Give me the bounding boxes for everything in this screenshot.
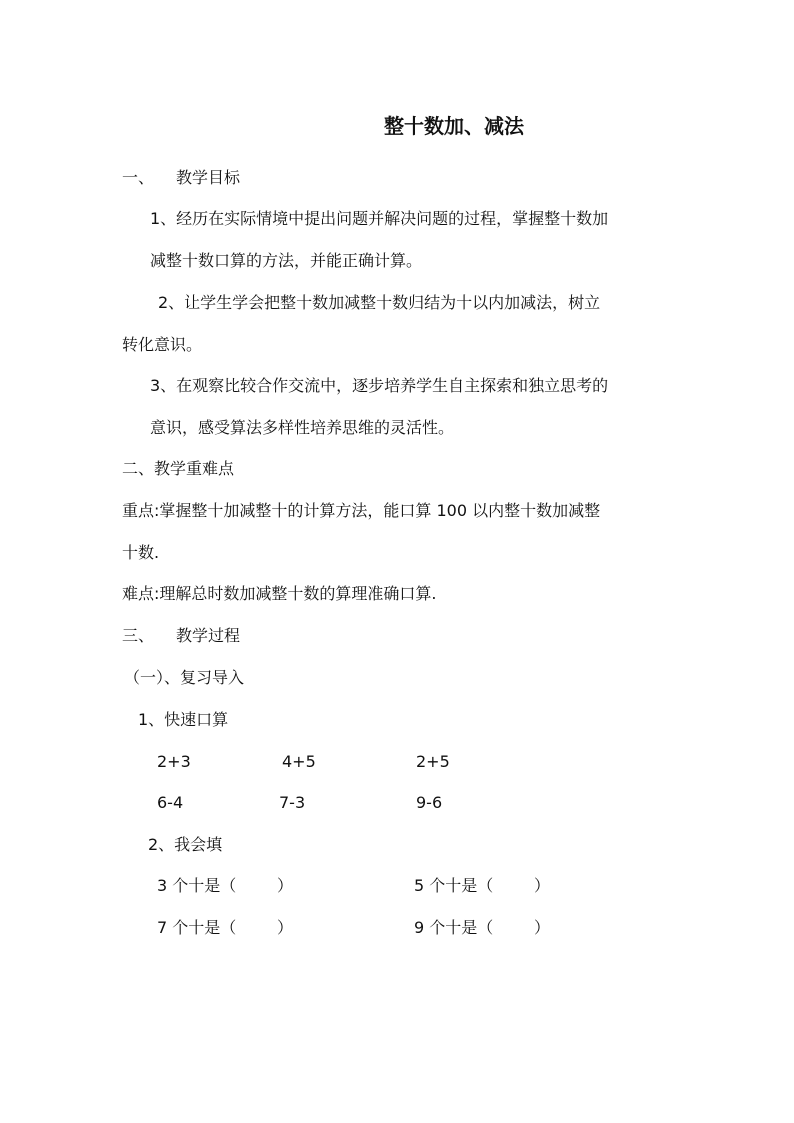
difficulty-point: 难点:理解总时数加减整十数的算理准确口算. (122, 584, 437, 603)
calc-item: 9-6 (416, 793, 443, 812)
task-fill-label: 2、我会填 (148, 835, 223, 854)
document-title: 整十数加、减法 (384, 114, 524, 138)
objective-1-line-1: 1、经历在实际情境中提出问题并解决问题的过程，掌握整十数加 (150, 209, 609, 228)
fill-blank-item: 5 个十是（ ） (414, 876, 550, 895)
objective-3-line-1: 3、在观察比较合作交流中，逐步培养学生自主探索和独立思考的 (150, 376, 609, 395)
objective-2-line-2: 转化意识。 (122, 335, 203, 354)
fill-blank-item: 3 个十是（ ） (157, 876, 293, 895)
calc-item: 6-4 (157, 793, 184, 812)
fill-blank-item: 9 个十是（ ） (414, 918, 550, 937)
key-point-line-2: 十数. (122, 543, 160, 562)
objective-3-line-2: 意识，感受算法多样性培养思维的灵活性。 (150, 418, 455, 437)
section2-heading: 二、教学重难点 (122, 459, 235, 478)
section3-heading-number: 三、 (122, 626, 155, 645)
section1-heading-number: 一、 (122, 168, 155, 187)
section1-heading: 教学目标 (176, 168, 241, 187)
calc-item: 4+5 (282, 752, 316, 771)
key-point-line-1: 重点:掌握整十加减整十的计算方法，能口算 100 以内整十数加减整 (122, 501, 601, 520)
calc-item: 2+5 (416, 752, 450, 771)
objective-2-line-1: 2、让学生学会把整十数加减整十数归结为十以内加减法，树立 (158, 293, 601, 312)
fill-blank-item: 7 个十是（ ） (157, 918, 293, 937)
calc-item: 2+3 (157, 752, 191, 771)
task-quick-calc-label: 1、快速口算 (138, 710, 229, 729)
objective-1-line-2: 减整十数口算的方法，并能正确计算。 (150, 251, 423, 270)
calc-item: 7-3 (279, 793, 306, 812)
subsection-review-intro: （一）、复习导入 (124, 668, 245, 687)
section3-heading: 教学过程 (176, 626, 241, 645)
